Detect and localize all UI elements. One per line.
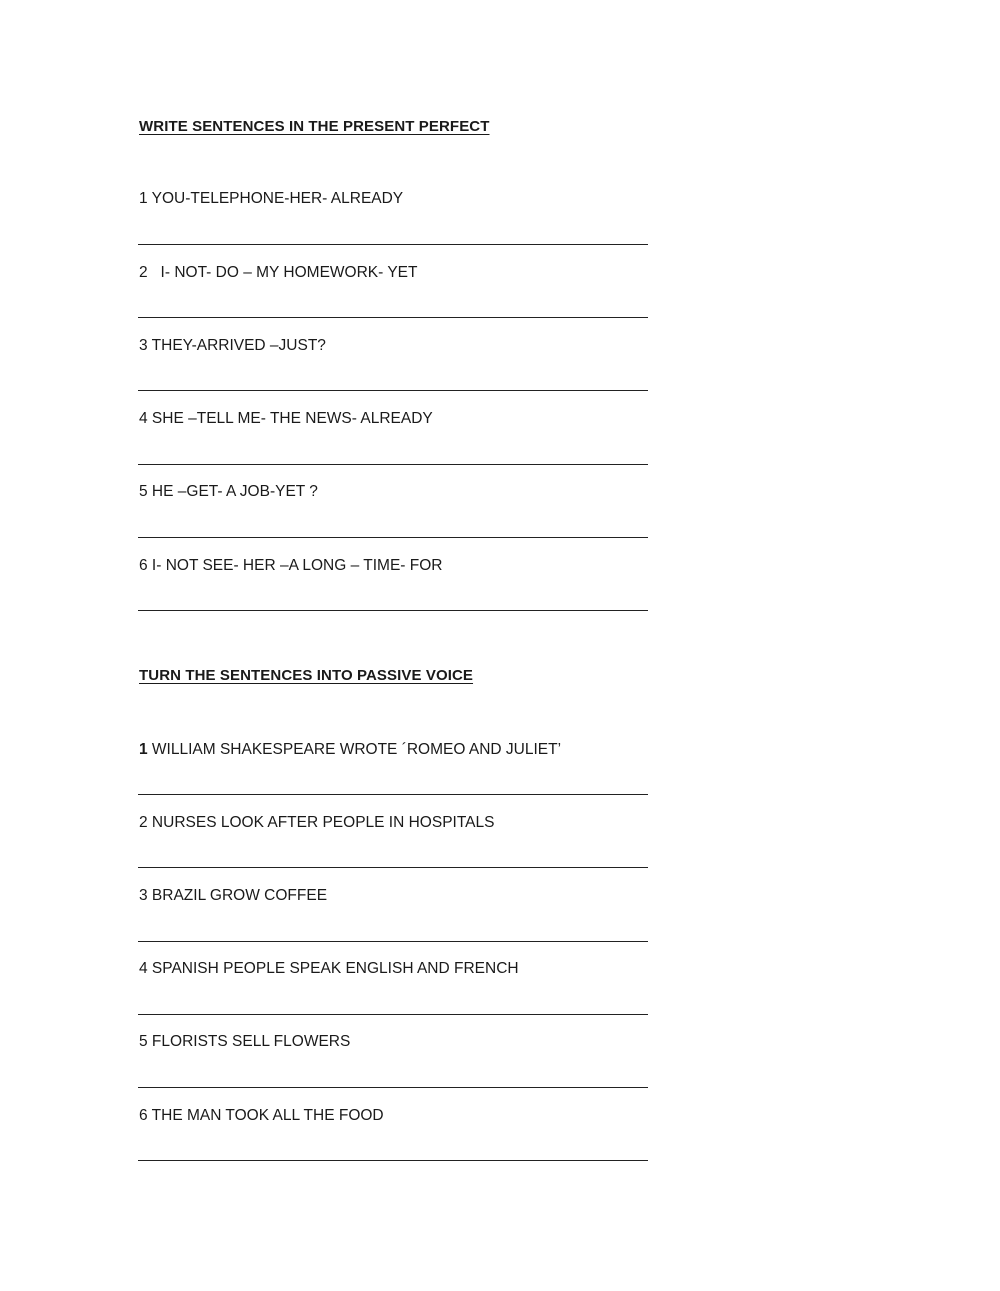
item-prompt: SHE –TELL ME- THE NEWS- ALREADY	[147, 410, 433, 427]
answer-line[interactable]	[138, 1087, 648, 1088]
exercise-item	[139, 337, 326, 355]
item-prompt: WILLIAM SHAKESPEARE WROTE ´ROMEO AND JULIET’	[147, 741, 562, 758]
exercise-item	[139, 741, 561, 759]
exercise-item	[139, 1107, 384, 1125]
item-number: 4	[139, 960, 148, 977]
item-prompt: FLORISTS SELL FLOWERS	[147, 1033, 351, 1050]
item-prompt: HE –GET- A JOB-YET ?	[147, 483, 318, 500]
item-number: 6	[139, 557, 148, 574]
section-heading-present-perfect: WRITE SENTENCES IN THE PRESENT PERFECT	[139, 118, 490, 135]
answer-line[interactable]	[138, 941, 648, 942]
section-heading-passive-voice: TURN THE SENTENCES INTO PASSIVE VOICE	[139, 667, 474, 684]
item-prompt: NURSES LOOK AFTER PEOPLE IN HOSPITALS	[147, 814, 495, 831]
item-prompt: BRAZIL GROW COFFEE	[147, 887, 328, 904]
answer-line[interactable]	[138, 464, 648, 465]
answer-line[interactable]	[138, 794, 648, 795]
exercise-item	[139, 190, 403, 208]
item-number: 3	[139, 337, 148, 354]
answer-line[interactable]	[138, 317, 648, 318]
answer-line[interactable]	[138, 867, 648, 868]
item-number: 4	[139, 410, 148, 427]
answer-line[interactable]	[138, 1014, 648, 1015]
exercise-item	[139, 557, 442, 575]
exercise-item	[139, 814, 494, 832]
item-prompt: THE MAN TOOK ALL THE FOOD	[147, 1107, 384, 1124]
item-number: 3	[139, 887, 148, 904]
item-prompt: I- NOT- DO – MY HOMEWORK- YET	[147, 264, 418, 281]
item-prompt: THEY-ARRIVED –JUST?	[147, 337, 326, 354]
item-number: 5	[139, 1033, 148, 1050]
exercise-item	[139, 264, 417, 282]
answer-line[interactable]	[138, 244, 648, 245]
exercise-item	[139, 410, 433, 428]
item-prompt: SPANISH PEOPLE SPEAK ENGLISH AND FRENCH	[147, 960, 519, 977]
item-number: 5	[139, 483, 148, 500]
exercise-item	[139, 960, 519, 978]
item-number: 1	[139, 741, 148, 758]
item-prompt: YOU-TELEPHONE-HER- ALREADY	[147, 190, 404, 207]
item-number: 2	[139, 264, 148, 281]
answer-line[interactable]	[138, 390, 648, 391]
exercise-item	[139, 483, 318, 501]
exercise-item	[139, 887, 327, 905]
answer-line[interactable]	[138, 610, 648, 611]
item-number: 6	[139, 1107, 148, 1124]
answer-line[interactable]	[138, 1160, 648, 1161]
item-number: 2	[139, 814, 148, 831]
exercise-item	[139, 1033, 350, 1051]
item-number: 1	[139, 190, 148, 207]
item-prompt: I- NOT SEE- HER –A LONG – TIME- FOR	[147, 557, 443, 574]
answer-line[interactable]	[138, 537, 648, 538]
